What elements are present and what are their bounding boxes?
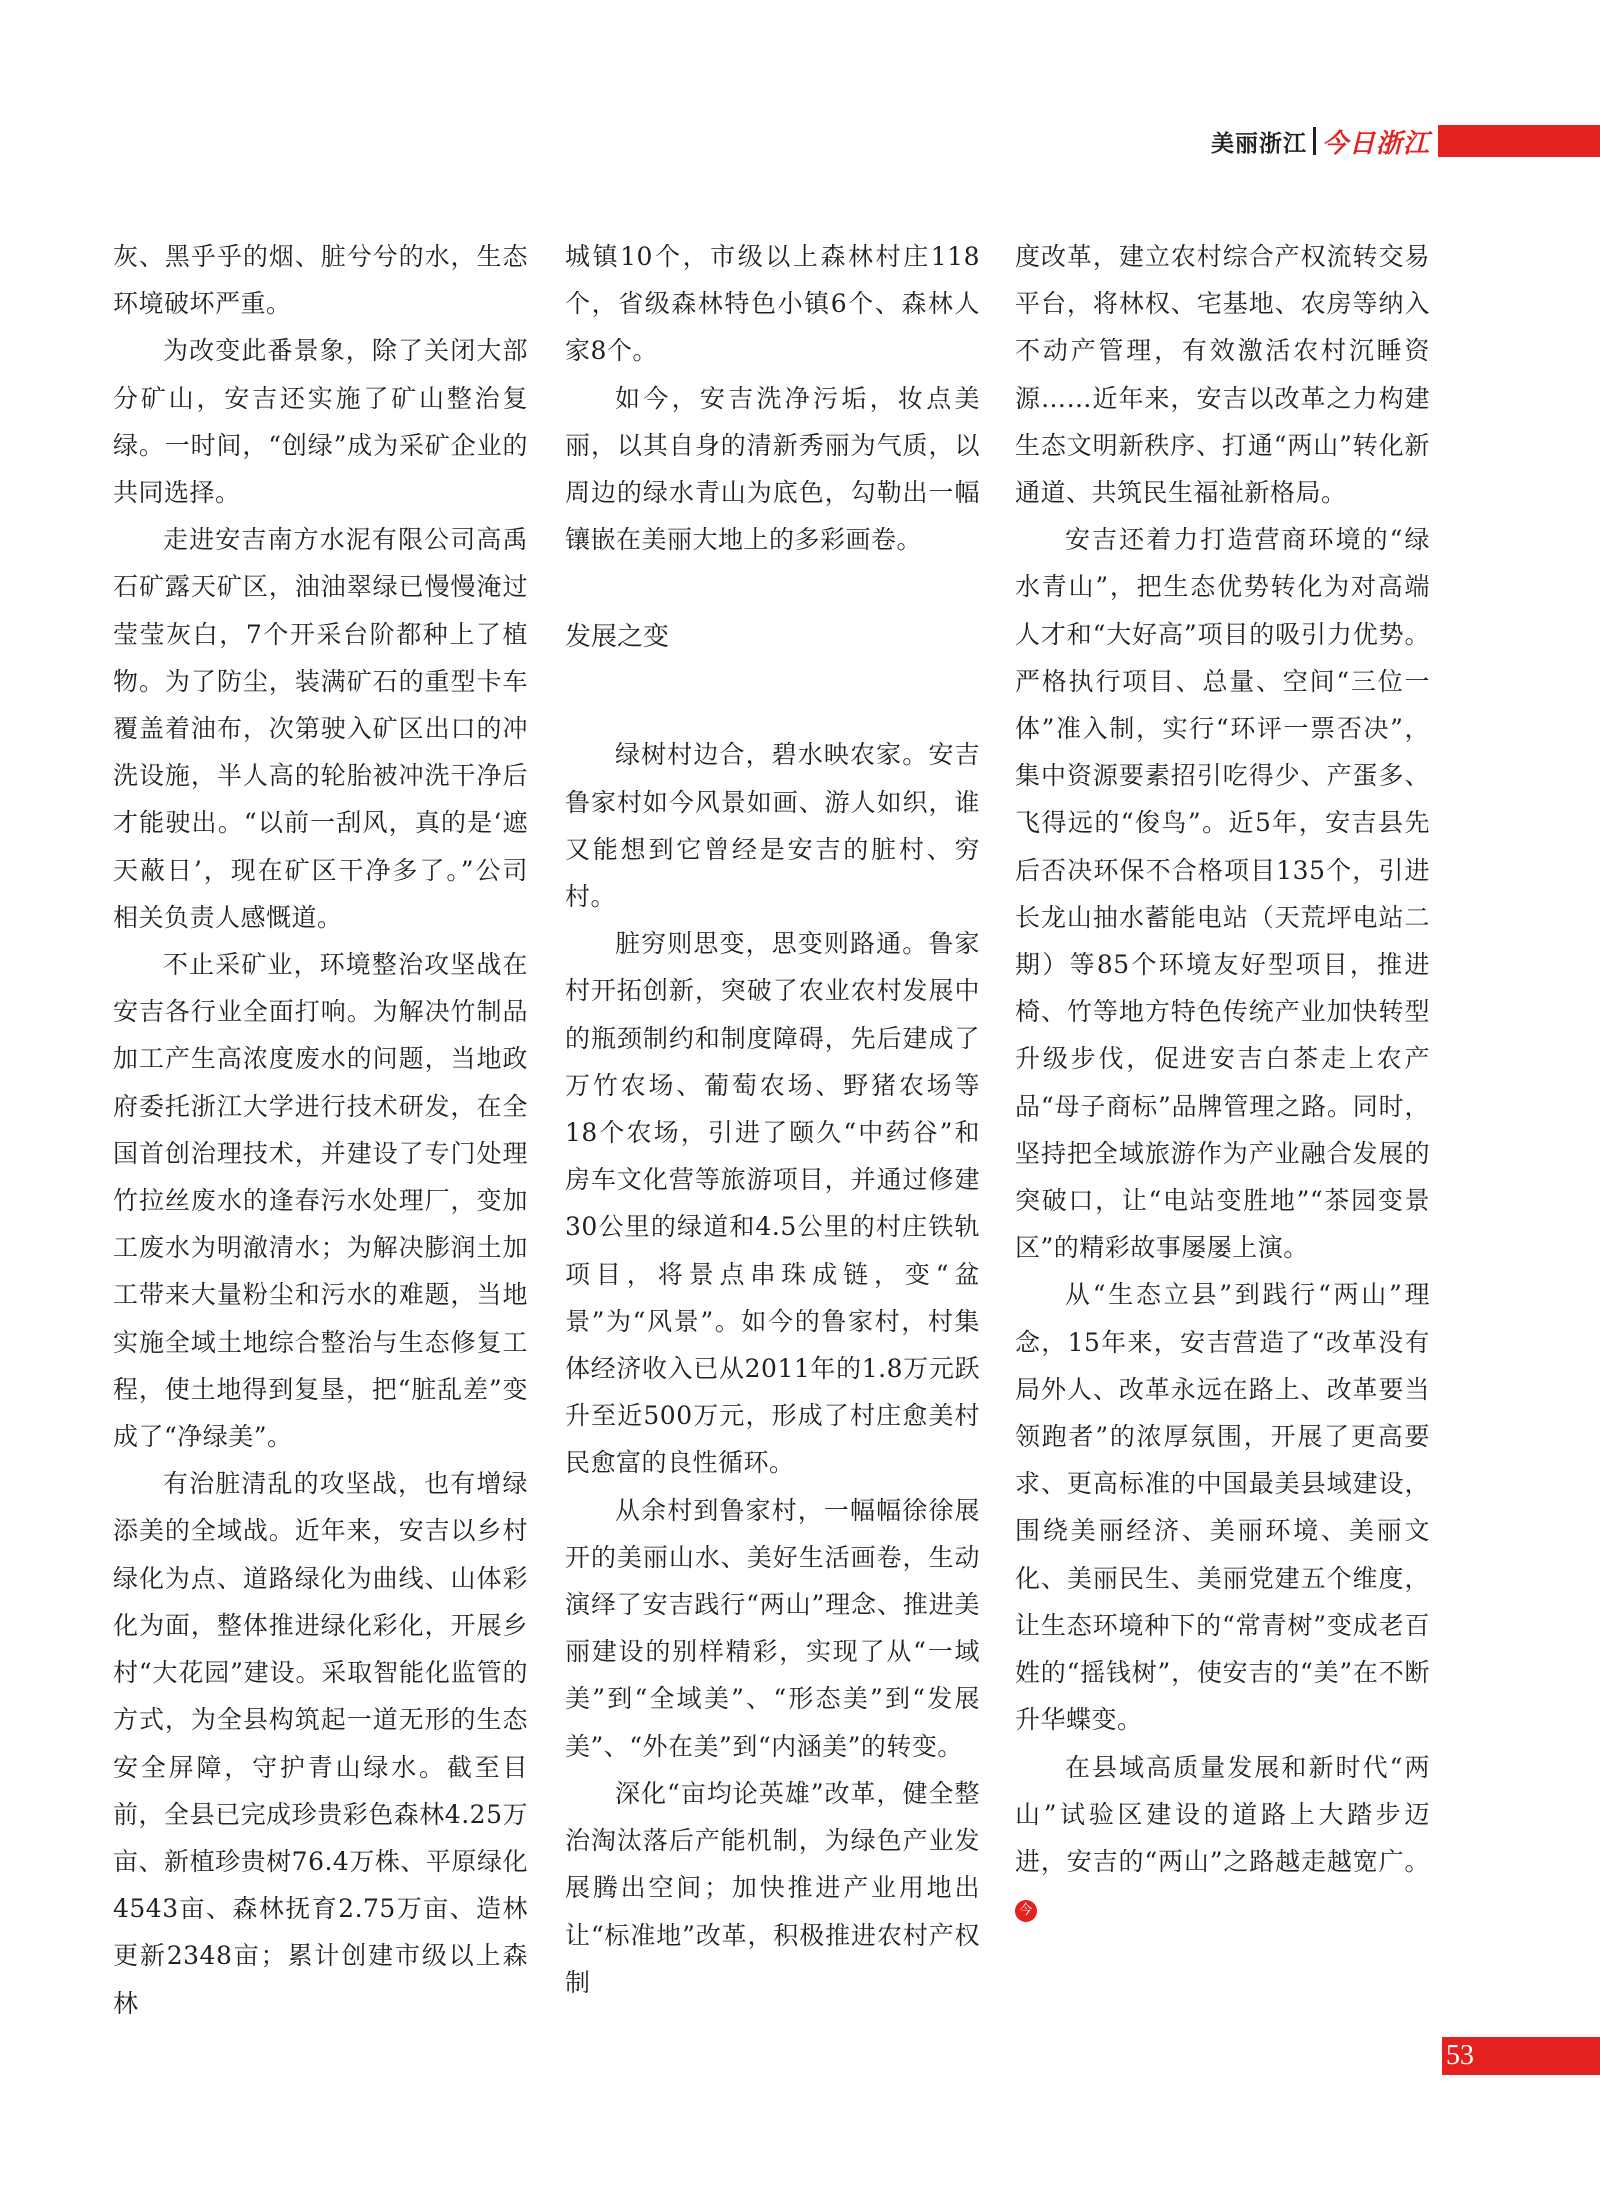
paragraph: 从余村到鲁家村，一幅幅徐徐展开的美丽山水、美好生活画卷，生动演绎了安吉践行“两山”理念、推进美丽建设的别样精彩，实现了从“一域美”到“全域美”、“形态美”到“发展美”、“外在美”到“内涵美”的转变。 xyxy=(565,1495,980,1761)
paragraph: 有治脏清乱的攻坚战，也有增绿添美的全域战。近年来，安吉以乡村绿化为点、道路绿化为曲线、山体彩化为面，整体推进绿化彩化，开展乡村“大花园”建设。采取智能化监管的方式，为全县构筑起一道无形的生态安全屏障，守护青山绿水。截至目前，全县已完成珍贵彩色森林4.25万亩、新植珍贵树76.4万株、平原绿化4543亩、森林抚育2.75万亩、造林更新2348亩；累计创建市级以上森林 xyxy=(113,1469,528,2018)
paragraph: 灰、黑乎乎的烟、脏兮兮的水，生态环境破坏严重。 xyxy=(113,242,528,319)
paragraph: 脏穷则思变，思变则路通。鲁家村开拓创新，突破了农业农村发展中的瓶颈制约和制度障碍，先后建成了万竹农场、葡萄农场、野猪农场等18个农场，引进了颐久“中药谷”和房车文化营等旅游项目，并通过修建30公里的绿道和4.5公里的村庄铁轨项目，将景点串珠成链，变“盆景”为“风景”。如今的鲁家村，村集体经济收入已从2011年的1.8万元跃升至近500万元，形成了村庄愈美村民愈富的良性循环。 xyxy=(565,929,980,1478)
paragraph-text: 在县域高质量发展和新时代“两山”试验区建设的道路上大踏步迈进，安吉的“两山”之路越走越宽广。 xyxy=(1015,1752,1430,1876)
page-number: 53 xyxy=(1446,2040,1474,2071)
section-label: 美丽浙江 xyxy=(1210,130,1307,157)
paragraph: 为改变此番景象，除了关闭大部分矿山，安吉还实施了矿山整治复绿。一时间，“创绿”成为采矿企业的共同选择。 xyxy=(113,336,528,508)
magazine-logo: 今日浙江 xyxy=(1321,128,1430,159)
section-heading: 发展之变 xyxy=(565,622,670,653)
paragraph: 走进安吉南方水泥有限公司高禹石矿露天矿区，油油翠绿已慢慢淹过莹莹灰白，7个开采台阶都种上了植物。为了防尘，装满矿石的重型卡车覆盖着油布，次第驶入矿区出口的冲洗设施，半人高的轮胎被冲洗干净后才能驶出。“以前一刮风，真的是‘遮天蔽日’，现在矿区干净多了。”公司相关负责人感慨道。 xyxy=(113,525,528,932)
final-paragraph xyxy=(1015,1744,1430,1933)
header-divider xyxy=(1313,127,1316,155)
paragraph: 度改革，建立农村综合产权流转交易平台，将林权、宅基地、农房等纳入不动产管理，有效激活农村沉睡资源……近年来，安吉以改革之力构建生态文明新秩序、打通“两山”转化新通道、共筑民生福祉新格局。 xyxy=(1015,242,1430,508)
article-column-1 xyxy=(113,233,528,2027)
end-mark-icon: 今 xyxy=(1015,1900,1037,1922)
page-header xyxy=(1211,125,1600,157)
paragraph: 如今，安吉洗净污垢，妆点美丽，以其自身的清新秀丽为气质，以周边的绿水青山为底色，勾勒出一幅镶嵌在美丽大地上的多彩画卷。 xyxy=(565,383,980,555)
article-column-2 xyxy=(565,233,980,2006)
paragraph: 安吉还着力打造营商环境的“绿水青山”，把生态优势转化为对高端人才和“大好高”项目的吸引力优势。严格执行项目、总量、空间“三位一体”准入制，实行“环评一票否决”，集中资源要素招引吃得少、产蛋多、飞得远的“俊鸟”。近5年，安吉县先后否决环保不合格项目135个，引进长龙山抽水蓄能电站（天荒坪电站二期）等85个环境友好型项目，推进椅、竹等地方特色传统产业加快转型升级步伐，促进安吉白茶走上农产品“母子商标”品牌管理之路。同时，坚持把全域旅游作为产业融合发展的突破口，让“电站变胜地”“茶园变景区”的精彩故事屡屡上演。 xyxy=(1015,525,1430,1263)
paragraph: 从“生态立县”到践行“两山”理念，15年来，安吉营造了“改革没有局外人、改革永远在路上、改革要当领跑者”的浓厚氛围，开展了更高要求、更高标准的中国最美县域建设，围绕美丽经济、美丽环境、美丽文化、美丽民生、美丽党建五个维度，让生态环境种下的“常青树”变成老百姓的“摇钱树”，使安吉的“美”在不断升华蝶变。 xyxy=(1015,1280,1430,1735)
paragraph: 绿树村边合，碧水映农家。安吉鲁家村如今风景如画、游人如织，谁又能想到它曾经是安吉的脏村、穷村。 xyxy=(565,740,980,912)
paragraph: 深化“亩均论英雄”改革，健全整治淘汰落后产能机制，为绿色产业发展腾出空间；加快推进产业用地出让“标准地”改革，积极推进农村产权制 xyxy=(565,1778,980,1997)
paragraph: 不止采矿业，环境整治攻坚战在安吉各行业全面打响。为解决竹制品加工产生高浓度废水的问题，当地政府委托浙江大学进行技术研发，在全国首创治理技术，并建设了专门处理竹拉丝废水的逢春污水处理厂，变加工废水为明澈清水；为解决膨润土加工带来大量粉尘和污水的难题，当地实施全域土地综合整治与生态修复工程，使土地得到复垦，把“脏乱差”变成了“净绿美”。 xyxy=(113,950,528,1452)
article-column-3 xyxy=(1015,233,1430,1932)
header-red-bar xyxy=(1438,125,1600,157)
paragraph: 城镇10个，市级以上森林村庄118个，省级森林特色小镇6个、森林人家8个。 xyxy=(565,242,980,366)
